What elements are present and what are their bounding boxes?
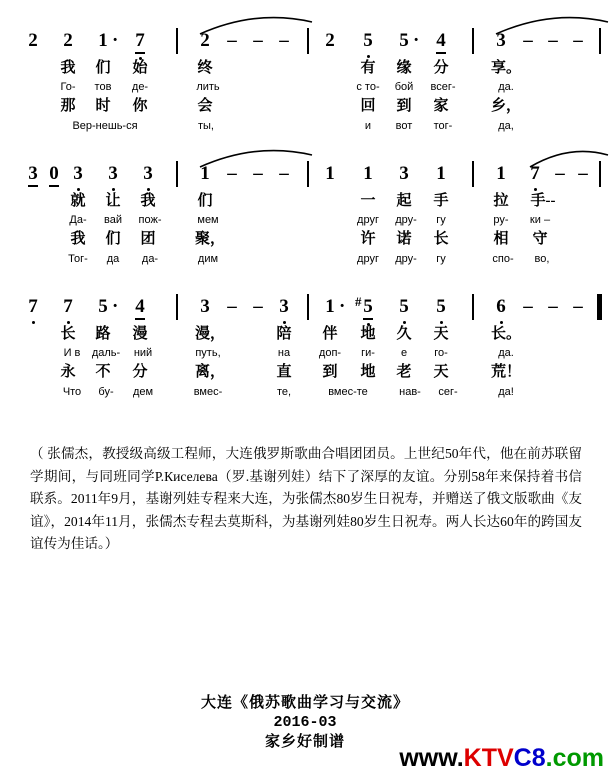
note-3-4-1: 6 (496, 296, 506, 317)
note-2-1-2: 0 (44, 163, 64, 187)
lyric-syllable: 地 (360, 326, 376, 342)
note-3-1-3: 5 (98, 296, 108, 317)
lyric-syllable: доп- (318, 347, 342, 359)
footer-transcriber: 家乡好制谱 (264, 734, 345, 750)
note-3-3-2: 5 (358, 296, 378, 320)
barline (307, 28, 309, 54)
note-1-1-4: 7 (130, 30, 150, 54)
lyric-syllable: де- (131, 81, 149, 93)
augmentation-dot: · (413, 30, 420, 51)
watermark-part-0: www. (399, 744, 464, 772)
lyric-syllable: 不 (95, 364, 111, 380)
lyric-syllable: го- (434, 347, 448, 359)
barline (176, 161, 178, 187)
lyric-syllable: да (106, 253, 120, 265)
lyric-syllable: ний (133, 347, 153, 359)
lyric-syllable: е (400, 347, 408, 359)
lyric-syllable: с то- (356, 81, 380, 93)
annotation-text: （ 张儒杰，教授级高级工程师，大连俄罗斯歌曲合唱团团员。上世纪50年代，他在前苏联留学期间，与同班同学Р.Киселева（罗.基谢列娃）结下了深厚的友谊。分别58年来保持着书信联系。2011年9月，基谢列娃专程来大连，为张儒杰80岁生日祝寿，并赠送了俄文版歌曲《友谊》，2014年11月，张儒杰专程去莫斯科，为基谢列娃80岁生日祝寿。两人长达60年的跨国友谊传为佳话。） (30, 446, 582, 551)
barline (472, 294, 474, 320)
lyric-syllable: 起 (396, 193, 412, 209)
lyric-syllable: 们 (197, 193, 213, 209)
lyric-syllable: вмес-те (328, 386, 368, 398)
lyric-syllable: 我 (60, 60, 76, 76)
lyric-syllable: лить (196, 81, 220, 93)
final-barline (597, 294, 602, 320)
lyric-syllable: даль- (91, 347, 121, 359)
note-2-1-1: 3 (23, 163, 43, 187)
lyric-syllable: 们 (105, 231, 121, 247)
lyric-syllable: друг (357, 253, 379, 265)
hold-dash: – (253, 30, 263, 51)
augmentation-dot: · (112, 30, 119, 51)
lyric-syllable: 许 (360, 231, 376, 247)
lyric-syllable: те, (276, 386, 292, 398)
hold-dash: – (227, 296, 237, 317)
lyric-syllable: 长 (433, 231, 449, 247)
lyric-syllable: 回 (360, 98, 376, 114)
lyric-syllable: 家 (433, 98, 449, 114)
footer-publisher: 大连《俄苏歌曲学习与交流》 (200, 695, 409, 711)
lyric-syllable: 团 (140, 231, 156, 247)
lyric-syllable: 享。 (490, 60, 522, 76)
lyric-syllable: 直 (276, 364, 292, 380)
note-1-1-3: 1 (98, 30, 108, 51)
lyric-syllable: путь, (195, 347, 221, 359)
note-3-3-4: 5 (436, 296, 446, 317)
lyric-syllable: Вер-нешь-ся (72, 120, 138, 132)
hold-dash: – (279, 163, 289, 184)
lyric-syllable: гу (436, 253, 446, 265)
lyric-syllable: 就 (70, 193, 86, 209)
note-1-3-1: 2 (325, 30, 335, 51)
lyric-syllable: дру- (395, 253, 417, 265)
lyric-syllable: тов (94, 81, 112, 93)
lyric-syllable: 天 (433, 326, 449, 342)
lyric-syllable: дим (197, 253, 219, 265)
barline (176, 294, 178, 320)
lyric-syllable: всег- (430, 81, 456, 93)
watermark-part-4: . (545, 744, 553, 772)
lyric-syllable: бу- (98, 386, 114, 398)
lyric-syllable: 拉 (493, 193, 509, 209)
lyric-syllable: 相 (493, 231, 509, 247)
barline (599, 161, 601, 187)
lyric-syllable: 陪 (276, 326, 292, 342)
lyric-syllable: сег- (438, 386, 458, 398)
note-3-3-3: 5 (399, 296, 409, 317)
lyric-syllable: гу (436, 214, 446, 226)
lyric-syllable: 老 (396, 364, 412, 380)
lyric-syllable: 漫 (132, 326, 148, 342)
note-2-1-3: 3 (73, 163, 83, 184)
barline (599, 28, 601, 54)
note-2-3-3: 3 (399, 163, 409, 184)
note-2-4-2: 7 (530, 163, 540, 184)
note-2-4-1: 1 (496, 163, 506, 184)
lyric-syllable: да, (498, 120, 514, 132)
lyric-syllable: нав- (399, 386, 421, 398)
lyric-syllable: 天 (433, 364, 449, 380)
lyric-syllable: 久 (396, 326, 412, 342)
annotation-paragraph (30, 443, 582, 556)
hold-dash: – (227, 30, 237, 51)
note-1-3-4: 4 (431, 30, 451, 54)
sharp-accidental-icon: # (355, 294, 362, 309)
footer-date: 2016-03 (273, 714, 337, 731)
note-1-2-1: 2 (200, 30, 210, 51)
site-watermark (399, 744, 604, 772)
note-3-1-4: 4 (130, 296, 150, 320)
hold-dash: – (253, 296, 263, 317)
hold-dash: – (573, 30, 583, 51)
note-3-1-1: 7 (28, 296, 38, 317)
lyric-syllable: 分 (433, 60, 449, 76)
lyric-syllable: 离， (194, 364, 226, 380)
lyric-syllable: ру- (493, 214, 509, 226)
hold-dash: – (548, 30, 558, 51)
barline (176, 28, 178, 54)
hold-dash: – (578, 163, 588, 184)
lyric-syllable: ки – (529, 214, 551, 226)
lyric-syllable: 终 (197, 60, 213, 76)
lyric-syllable: 荒！ (490, 364, 522, 380)
watermark-part-2: C (513, 744, 532, 772)
lyric-syllable: пож- (138, 214, 162, 226)
watermark-part-1: KTV (463, 744, 514, 772)
lyric-syllable: 聚， (194, 231, 226, 247)
lyric-syllable: 到 (396, 98, 412, 114)
lyric-syllable: 会 (197, 98, 213, 114)
barline (307, 294, 309, 320)
lyric-syllable: во, (534, 253, 550, 265)
hold-dash: – (523, 30, 533, 51)
lyric-syllable: да! (498, 386, 514, 398)
lyric-syllable: 守 (532, 231, 548, 247)
lyric-syllable: 你 (132, 98, 148, 114)
note-2-2-1: 1 (200, 163, 210, 184)
lyric-syllable: 路 (95, 326, 111, 342)
staff-system-3 (0, 296, 610, 428)
lyric-syllable: 分 (132, 364, 148, 380)
lyric-syllable: бой (394, 81, 414, 93)
note-1-4-1: 3 (496, 30, 506, 51)
lyric-syllable: 地 (360, 364, 376, 380)
barline (307, 161, 309, 187)
note-3-2-2: 3 (279, 296, 289, 317)
note-3-1-2: 7 (63, 296, 73, 317)
lyric-syllable: 一 (360, 193, 376, 209)
note-1-3-3: 5 (399, 30, 409, 51)
lyric-syllable: 有 (360, 60, 376, 76)
note-1-1-2: 2 (63, 30, 73, 51)
note-2-3-1: 1 (325, 163, 335, 184)
watermark-part-3: 8 (531, 744, 546, 772)
lyric-syllable: дру- (395, 214, 417, 226)
lyric-syllable: вот (395, 120, 413, 132)
lyric-syllable: 那 (60, 98, 76, 114)
note-2-3-4: 1 (436, 163, 446, 184)
lyric-syllable: 乡， (490, 98, 522, 114)
barline (472, 28, 474, 54)
augmentation-dot: · (339, 296, 346, 317)
lyric-syllable: 手 (433, 193, 449, 209)
staff-system-2 (0, 163, 610, 295)
note-2-1-5: 3 (143, 163, 153, 184)
lyric-syllable: тог- (433, 120, 453, 132)
lyric-syllable: да. (498, 81, 514, 93)
lyric-syllable: да- (141, 253, 159, 265)
lyric-syllable: вмес- (193, 386, 223, 398)
augmentation-dot: · (112, 296, 119, 317)
hold-dash: – (548, 296, 558, 317)
hold-dash: – (227, 163, 237, 184)
lyric-syllable: 让 (105, 193, 121, 209)
lyric-syllable: 漫， (194, 326, 226, 342)
note-1-3-2: 5 (363, 30, 373, 51)
hold-dash: – (279, 30, 289, 51)
lyric-syllable: 时 (95, 98, 111, 114)
lyric-syllable: друг (357, 214, 379, 226)
lyric-syllable: 始 (132, 60, 148, 76)
lyric-syllable: Тог- (68, 253, 88, 265)
lyric-syllable: 到 (322, 364, 338, 380)
lyric-syllable: 伴 (322, 326, 338, 342)
hold-dash: – (253, 163, 263, 184)
lyric-syllable: 长。 (490, 326, 522, 342)
note-1-1-1: 2 (28, 30, 38, 51)
lyric-syllable: 们 (95, 60, 111, 76)
note-3-2-1: 3 (200, 296, 210, 317)
lyric-syllable: 手-- (530, 193, 556, 209)
lyric-syllable: мем (197, 214, 219, 226)
lyric-syllable: дем (132, 386, 154, 398)
note-2-1-4: 3 (108, 163, 118, 184)
lyric-syllable: ги- (361, 347, 375, 359)
watermark-part-5: com (552, 744, 604, 772)
lyric-syllable: И в (63, 347, 81, 359)
lyric-syllable: 缘 (396, 60, 412, 76)
lyric-syllable: Го- (60, 81, 76, 93)
lyric-syllable: Что (62, 386, 82, 398)
lyric-syllable: 我 (140, 193, 156, 209)
barline (472, 161, 474, 187)
lyric-syllable: 诺 (396, 231, 412, 247)
lyric-syllable: да. (498, 347, 514, 359)
note-3-3-1: 1 (325, 296, 335, 317)
lyric-syllable: и (364, 120, 372, 132)
hold-dash: – (573, 296, 583, 317)
hold-dash: – (555, 163, 565, 184)
lyric-syllable: Да- (69, 214, 87, 226)
lyric-syllable: 永 (60, 364, 76, 380)
note-2-3-2: 1 (363, 163, 373, 184)
lyric-syllable: на (277, 347, 291, 359)
hold-dash: – (523, 296, 533, 317)
lyric-syllable: 我 (70, 231, 86, 247)
lyric-syllable: 长 (60, 326, 76, 342)
lyric-syllable: вай (104, 214, 122, 226)
lyric-syllable: спо- (492, 253, 514, 265)
lyric-syllable: ты, (197, 120, 215, 132)
staff-system-1 (0, 30, 610, 162)
